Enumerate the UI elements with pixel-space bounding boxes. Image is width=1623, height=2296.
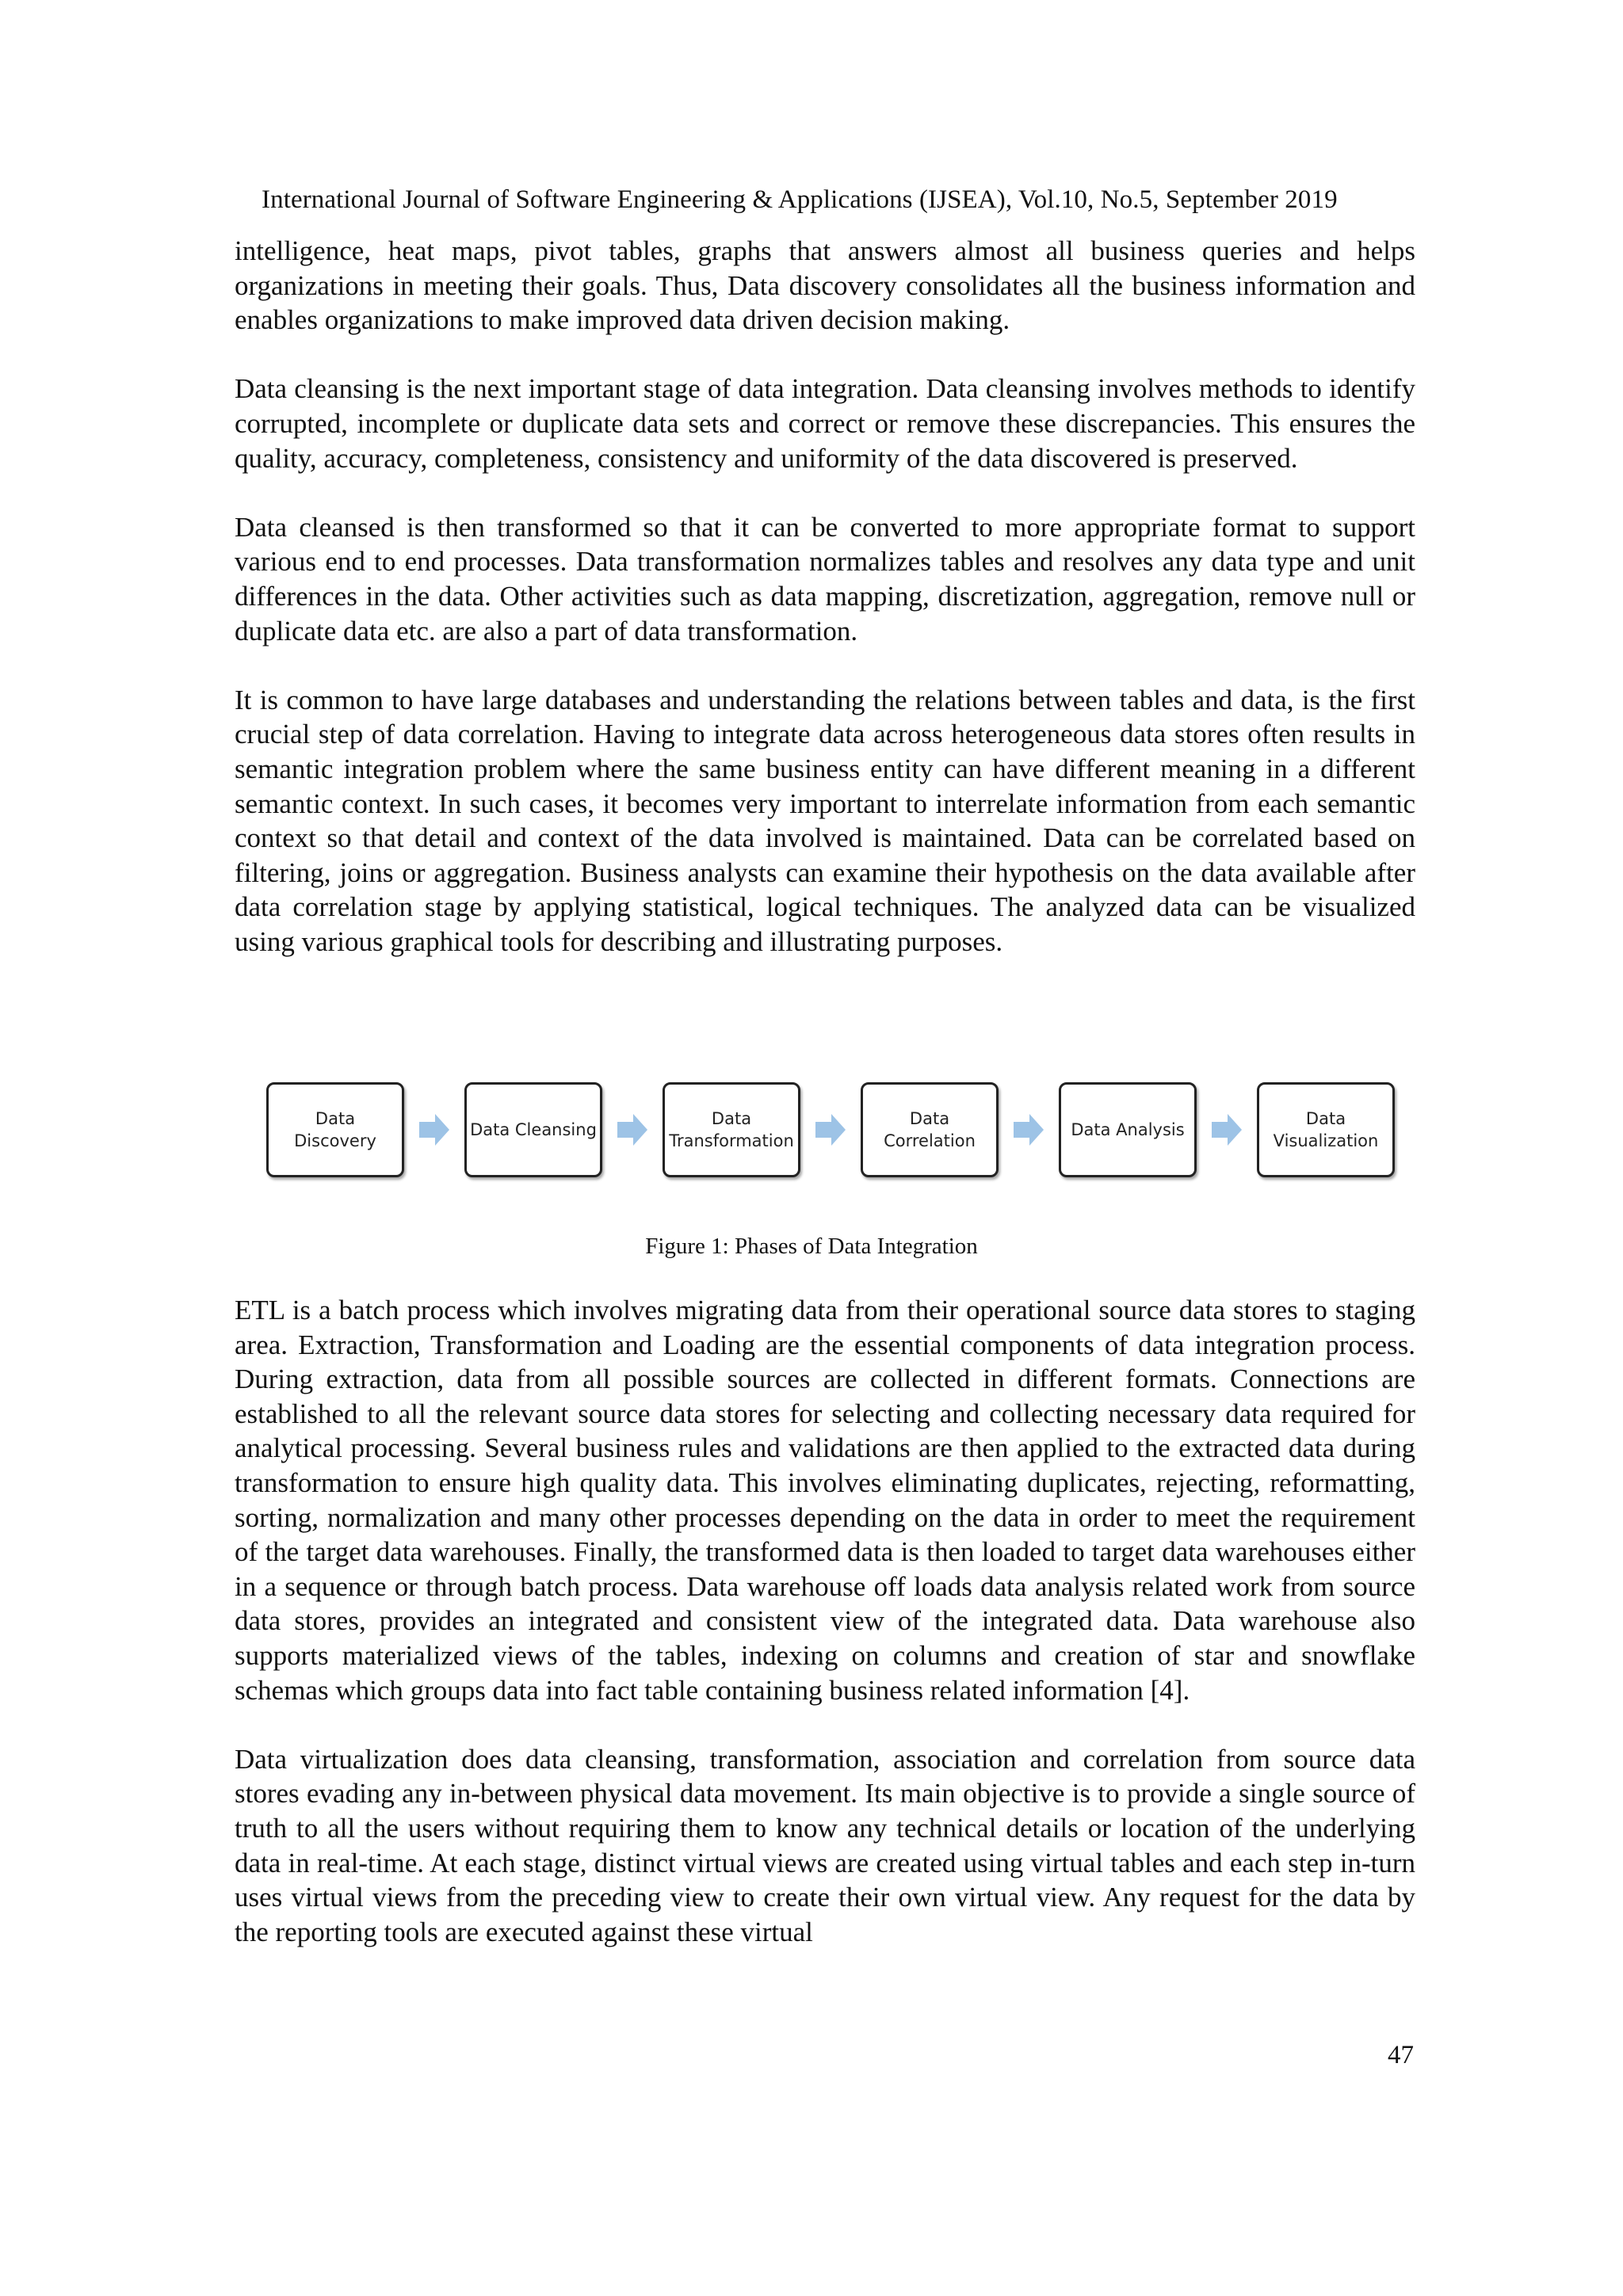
paragraph-data-virtualization: Data virtualization does data cleansing, transformation, association and correlation from source data stores evading any in-between physical data movement. Its main objective is to provide a single source of truth to all the users without requiring them to know any technical details or location of the underlying data in real-time. At each stage, distinct virtual views are created using virtual tables and each step in-turn uses virtual views from the preceding view to create their own virtual view. Any request for the data by the reporting tools are executed against these virtual [235,1743,1415,1947]
paragraph-data-correlation: It is common to have large databases and understanding the relations between tables and data, is the first crucial step of data correlation. Having to integrate data across heterogeneous data stores often results in semantic integration problem where the same business entity can have different meaning in a different semantic context. In such cases, it becomes very important to interrelate information from each semantic context so that detail and context of the data involved is maintained. Data can be correlated based on filtering, joins or aggregation. Business analysts can examine their hypothesis on the data available after data correlation stage by applying statistical, logical techniques. The analyzed data can be visualized using various graphical tools for describing and illustrating purposes. [235,684,1415,957]
paragraph-data-discovery-end: intelligence, heat maps, pivot tables, graphs that answers almost all business queries and helps organizations in meeting their goals. Thus, Data discovery consolidates all the business information and enables organizations to make improved data driven decision making. [235,235,1415,336]
phase-flow [266,1077,1395,1182]
block-arrow-right-icon [1212,1112,1242,1147]
phase-box-data-analysis: Data Analysis [1059,1082,1197,1177]
phase-box-data-transformation: Data Transformation [663,1082,800,1177]
phase-box-data-correlation: Data Correlation [861,1082,999,1177]
paragraph-etl: ETL is a batch process which involves migrating data from their operational source data stores to staging area. Extraction, Transformation and Loading are the essential components of data integration process. During extraction, data from all possible sources are collected in different formats. Connections are established to all the relevant source data stores for selecting and collecting necessary data required for analytical processing. Several business rules and validations are then applied to the extracted data during transformation to ensure high quality data. This involves eliminating duplicates, rejecting, reformatting, sorting, normalization and many other processes depending on the data in order to meet the requirement of the target data warehouses. Finally, the transformed data is then loaded to target data warehouses either in a sequence or through batch process. Data warehouse off loads data analysis related work from source data stores, provides an integrated and consistent view of the integrated data. Data warehouse also supports materialized views of the tables, indexing on columns and creation of star and snowflake schemas which groups data into fact table containing business related information [4]. [235,1295,1415,1706]
block-arrow-right-icon [617,1112,647,1147]
body-text-bottom [235,1293,1415,1949]
body-text-top [235,234,1415,959]
phase-box-data-cleansing: Data Cleansing [464,1082,602,1177]
block-arrow-right-icon [419,1112,449,1147]
paragraph-data-cleansing: Data cleansing is the next important stage of data integration. Data cleansing involves methods to identify corrupted, incomplete or duplicate data sets and correct or remove these discrepancies. This ensures the quality, accuracy, completeness, consistency and uniformity of the data discovered is preserved. [235,373,1415,474]
block-arrow-right-icon [815,1112,846,1147]
block-arrow-right-icon [1014,1112,1044,1147]
page-number: 47 [1388,2041,1414,2069]
figure-caption: Figure 1: Phases of Data Integration [645,1234,978,1259]
running-header: International Journal of Software Engineering & Applications (IJSEA), Vol.10, No.5, September 2019 [262,185,1338,214]
phase-box-data-visualization: Data Visualization [1257,1082,1395,1177]
phase-box-data-discovery: Data Discovery [266,1082,404,1177]
figure-phases-of-data-integration [266,1077,1395,1182]
paragraph-data-transformation: Data cleansed is then transformed so that it can be converted to more appropriate format to support various end to end processes. Data transformation normalizes tables and resolves any data type and unit differences in the data. Other activities such as data mapping, discretization, aggregation, remove null or duplicate data etc. are also a part of data transformation. [235,511,1415,646]
